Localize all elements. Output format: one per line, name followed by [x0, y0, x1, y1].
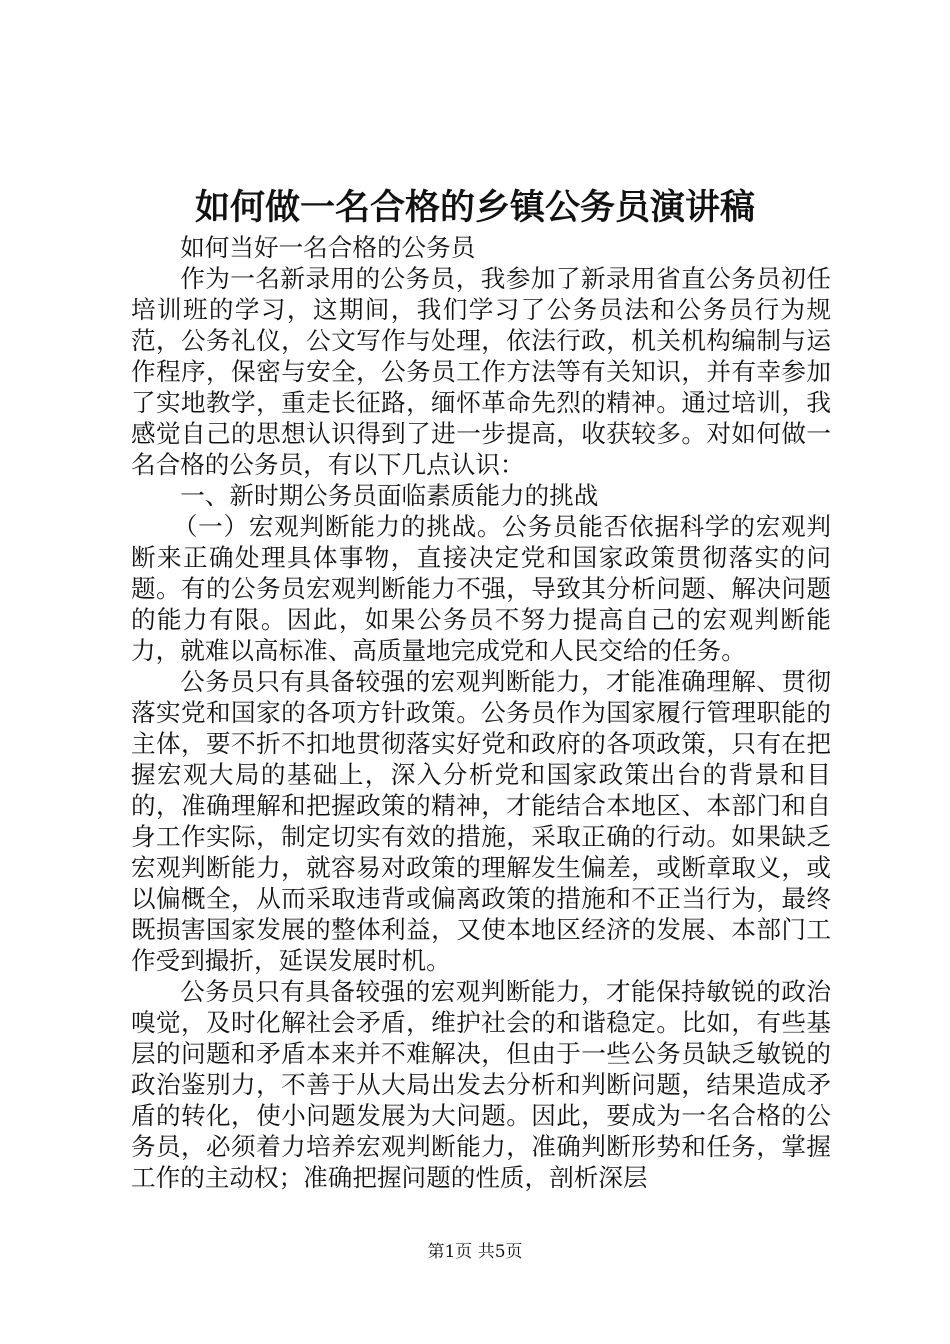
- paragraph-body-1: 公务员只有具备较强的宏观判断能力，才能准确理解、贯彻落实党和国家的各项方针政策。公务员作为国家履行管理职能的主体，要不折不扣地贯彻落实好党和政府的各项政策，只有在把握宏观大局的基础上，深入分析党和国家政策出台的背景和目的，准确理解和把握政策的精神，才能结合本地区、本部门和自身工作实际，制定切实有效的措施，采取正确的行动。如果缺乏宏观判断能力，就容易对政策的理解发生偏差，或断章取义，或以偏概全，从而采取违背或偏离政策的措施和不正当行为，最终既损害国家发展的整体利益，又使本地区经济的发展、本部门工作受到撮折，延误发展时机。: [131, 667, 831, 975]
- section-heading: 一、新时期公务员面临素质能力的挑战: [180, 481, 599, 510]
- paragraph-intro: 作为一名新录用的公务员，我参加了新录用省直公务员初任培训班的学习，这期间，我们学习了公务员法和公务员行为规范，公务礼仪，公文写作与处理，依法行政，机关机构编制与运作程序，保密与安全，公务员工作方法等有关知识，并有幸参加了实地教学，重走长征路，缅怀革命先烈的精神。通过培训，我感觉自己的思想认识得到了进一步提高，收获较多。对如何做一名合格的公务员，有以下几点认识：: [131, 264, 831, 479]
- paragraph-subsection-1: （一）宏观判断能力的挑战。公务员能否依据科学的宏观判断来正确处理具体事物，直接决定党和国家政策贯彻落实的问题。有的公务员宏观判断能力不强，导致其分析问题、解决问题的能力有限。因此，如果公务员不努力提高自己的宏观判断能力，就难以高标准、高质量地完成党和人民交给的任务。: [131, 512, 831, 665]
- page-number-footer: 第1页 共5页: [427, 1242, 523, 1262]
- paragraph-subtitle: 如何当好一名合格的公务员: [180, 233, 476, 262]
- paragraph-body-2: 公务员只有具备较强的宏观判断能力，才能保持敏锐的政治嗅觉，及时化解社会矛盾，维护社会的和谐稳定。比如，有些基层的问题和矛盾本来并不难解决，但由于一些公务员缺乏敏锐的政治鉴别力，不善于从大局出发去分析和判断问题，结果造成矛盾的转化，使小问题发展为大问题。因此，要成为一名合格的公务员，必须着力培养宏观判断能力，准确判断形势和任务，掌握工作的主动权；准确把握问题的性质，剖析深层: [131, 977, 831, 1192]
- document-title: 如何做一名合格的乡镇公务员演讲稿: [194, 187, 755, 228]
- document-body: [131, 232, 831, 1193]
